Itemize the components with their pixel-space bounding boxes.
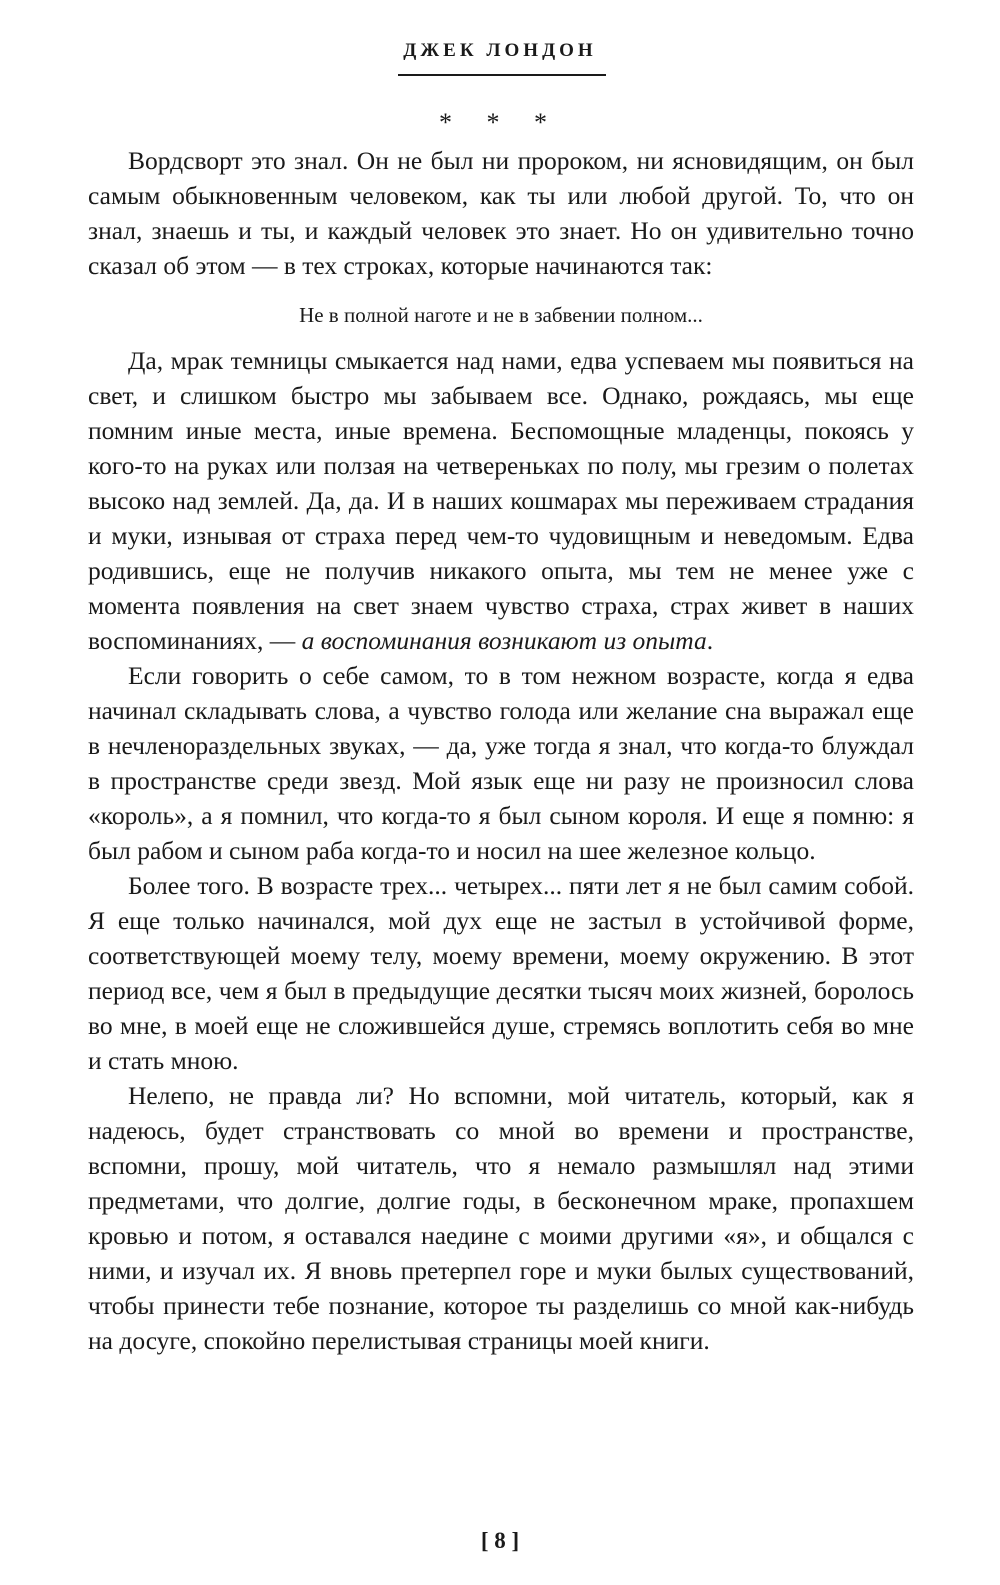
paragraph-4: Более того. В возрасте трех... четырех... пяти лет я не был самим собой. Я еще только начинался, мой дух еще не застыл в устойчивой форме, соответствующей моему телу, моему времени, моему окружению. В этот период все, чем я был в предыдущие десятки тысяч моих жизней, боролось во мне, в моей еще не сложившейся душе, стремясь воплотить себя во мне и стать мною. [88, 871, 914, 1075]
body-text [88, 143, 914, 1358]
paragraph-2-end: . [706, 626, 714, 655]
paragraph-2 [88, 343, 914, 658]
paragraph-3: Если говорить о себе самом, то в том нежном возрасте, когда я едва начинал складывать слова, а чувство голода или желание сна выражал еще в нечленораздельных звуках, — да, уже тогда я знал, что когда-то блуждал в пространстве среди звезд. Мой язык еще ни разу не произносил слова «король», а я помнил, что когда-то я был сыном короля. И еще я помню: я был рабом и сыном раба когда-то и носил на шее железное кольцо. [88, 661, 914, 865]
section-separator: * * * [439, 108, 561, 137]
running-head: ДЖЕК ЛОНДОН [403, 40, 597, 61]
paragraph-2-italic: а воспоминания возникают из опыта [301, 626, 707, 655]
verse-quote: Не в полной наготе и не в забвении полном... [299, 303, 703, 327]
paragraph-1: Вордсворт это знал. Он не был ни пророком, ни ясновидящим, он был самым обыкновенным человеком, как ты или любой другой. То, что он знал, знаешь и ты, и каждый человек это знает. Но он удивительно точно сказал об этом — в тех строках, которые начинаются так: [88, 146, 914, 280]
running-head-rule [398, 74, 606, 76]
paragraph-2-text: Да, мрак темницы смыкается над нами, едва успеваем мы появиться на свет, и слишком быстро мы забываем все. Однако, рождаясь, мы еще помним иные места, иные времена. Беспомощные младенцы, покоясь у кого-то на руках или ползая на четвереньках по полу, мы грезим о полетах высоко над землей. Да, да. И в наших кошмарах мы переживаем страдания и муки, изнывая от страха перед чем-то чудовищным и неведомым. Едва родившись, еще не получив никакого опыта, мы тем не менее уже с момента появления на свет знаем чувство страха, страх живет в наших воспоминаниях, — [88, 346, 914, 655]
page-number: [ 8 ] [480, 1528, 520, 1553]
paragraph-5: Нелепо, не правда ли? Но вспомни, мой читатель, который, как я надеюсь, будет странствовать со мной во времени и пространстве, вспомни, прошу, мой читатель, что я немало размышлял над этими предметами, что долгие, долгие годы, в бесконечном мраке, пропахшем кровью и потом, я оставался наедине с моими другими «я», и общался с ними, и изучал их. Я вновь претерпел горе и муки былых существований, чтобы принести тебе познание, которое ты разделишь со мной как-нибудь на досуге, спокойно перелистывая страницы моей книги. [88, 1081, 914, 1355]
